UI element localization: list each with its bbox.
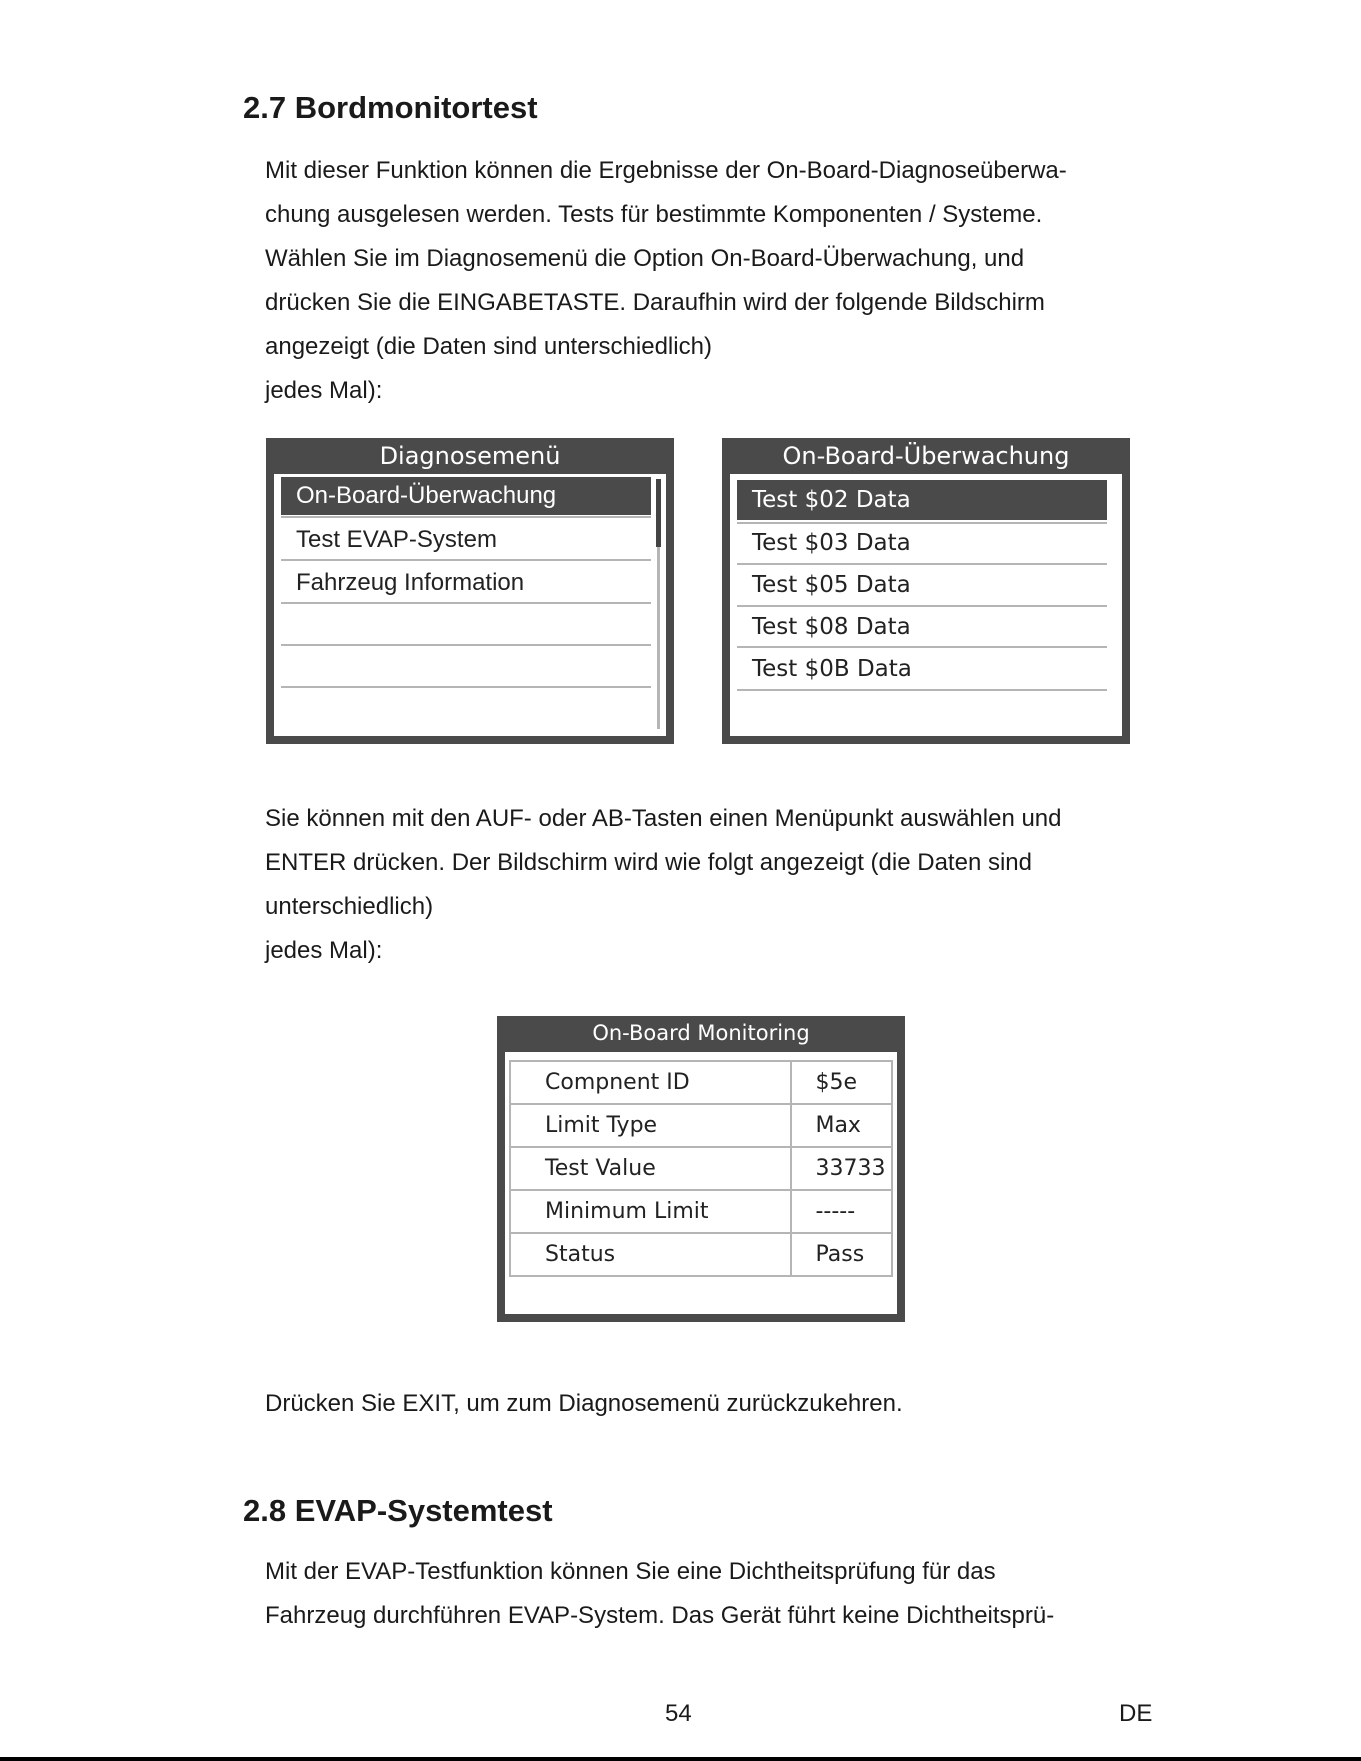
text-line: Mit dieser Funktion können die Ergebnisse der On-Board-Diagnoseüberwa- bbox=[265, 157, 1067, 184]
divider bbox=[281, 686, 651, 688]
on-board-monitoring-result-screen bbox=[497, 1016, 905, 1322]
divider bbox=[281, 644, 651, 646]
diagnose-menu-screen bbox=[266, 438, 674, 744]
text-line: Wählen Sie im Diagnosemenü die Option On-Board-Überwachung, und bbox=[265, 245, 1025, 272]
table-row bbox=[510, 1233, 892, 1276]
text-line: unterschiedlich) bbox=[265, 893, 434, 920]
row-value: 33733 bbox=[791, 1147, 892, 1190]
table-row bbox=[510, 1190, 892, 1233]
divider bbox=[737, 605, 1107, 607]
divider bbox=[737, 646, 1107, 648]
table-row bbox=[510, 1147, 892, 1190]
text-line: Fahrzeug durchführen EVAP-System. Das Gerät führt keine Dichtheitsprü- bbox=[265, 1602, 1055, 1629]
menu-item-test-03[interactable]: Test $03 Data bbox=[752, 530, 911, 556]
intro-paragraph bbox=[265, 149, 1067, 413]
monitor-result-table bbox=[509, 1060, 893, 1277]
menu-item-test-evap-system[interactable]: Test EVAP-System bbox=[296, 526, 497, 553]
language-label: DE bbox=[1119, 1700, 1153, 1727]
screen-body bbox=[730, 474, 1122, 736]
section-heading-bordmonitortest: 2.7 Bordmonitortest bbox=[243, 90, 538, 125]
page-number: 54 bbox=[665, 1700, 692, 1727]
divider bbox=[737, 689, 1107, 691]
text-line: angezeigt (die Daten sind unterschiedlich) bbox=[265, 333, 712, 360]
screen-body bbox=[505, 1052, 897, 1314]
table-row bbox=[510, 1104, 892, 1147]
divider bbox=[281, 516, 651, 518]
row-label: Test Value bbox=[510, 1147, 791, 1190]
text-line: Drücken Sie EXIT, um zum Diagnosemenü zurückzukehren. bbox=[265, 1390, 903, 1417]
menu-item-test-0b[interactable]: Test $0B Data bbox=[752, 656, 912, 682]
text-line: drücken Sie die EINGABETASTE. Daraufhin wird der folgende Bildschirm bbox=[265, 289, 1045, 316]
row-label: Minimum Limit bbox=[510, 1190, 791, 1233]
page-bottom-rule bbox=[0, 1757, 1361, 1761]
row-value: $5e bbox=[791, 1061, 892, 1104]
row-value: ----- bbox=[791, 1190, 892, 1233]
menu-item-fahrzeug-information[interactable]: Fahrzeug Information bbox=[296, 569, 525, 596]
row-label: Compnent ID bbox=[510, 1061, 791, 1104]
section-heading-evap-systemtest: 2.8 EVAP-Systemtest bbox=[243, 1493, 553, 1528]
text-line: jedes Mal): bbox=[265, 937, 383, 964]
text-line: chung ausgelesen werden. Tests für bestimmte Komponenten / Systeme. bbox=[265, 201, 1043, 228]
menu-item-on-board-ueberwachung[interactable]: On-Board-Überwachung bbox=[281, 477, 651, 515]
row-label: Status bbox=[510, 1233, 791, 1276]
text-line: Mit der EVAP-Testfunktion können Sie eine Dichtheitsprüfung für das bbox=[265, 1558, 996, 1585]
exit-paragraph bbox=[265, 1382, 903, 1426]
text-line: Sie können mit den AUF- oder AB-Tasten einen Menüpunkt auswählen und bbox=[265, 805, 1062, 832]
text-line: ENTER drücken. Der Bildschirm wird wie folgt angezeigt (die Daten sind bbox=[265, 849, 1032, 876]
screen-title: Diagnosemenü bbox=[379, 442, 561, 470]
scrollbar-thumb[interactable] bbox=[656, 479, 661, 547]
text-line: jedes Mal): bbox=[265, 377, 383, 404]
on-board-monitoring-menu-screen bbox=[722, 438, 1130, 744]
instruction-paragraph bbox=[265, 797, 1062, 973]
row-value: Pass bbox=[791, 1233, 892, 1276]
menu-item-test-02[interactable]: Test $02 Data bbox=[737, 480, 1107, 520]
row-value: Max bbox=[791, 1104, 892, 1147]
table-row bbox=[510, 1061, 892, 1104]
divider bbox=[737, 563, 1107, 565]
row-label: Limit Type bbox=[510, 1104, 791, 1147]
screen-title: On-Board-Überwachung bbox=[782, 442, 1070, 470]
divider bbox=[281, 602, 651, 604]
menu-item-test-05[interactable]: Test $05 Data bbox=[752, 572, 911, 598]
evap-paragraph bbox=[265, 1550, 1054, 1638]
screen-body bbox=[274, 474, 666, 736]
menu-item-test-08[interactable]: Test $08 Data bbox=[752, 614, 911, 640]
divider bbox=[281, 559, 651, 561]
screen-title: On-Board Monitoring bbox=[592, 1021, 810, 1045]
